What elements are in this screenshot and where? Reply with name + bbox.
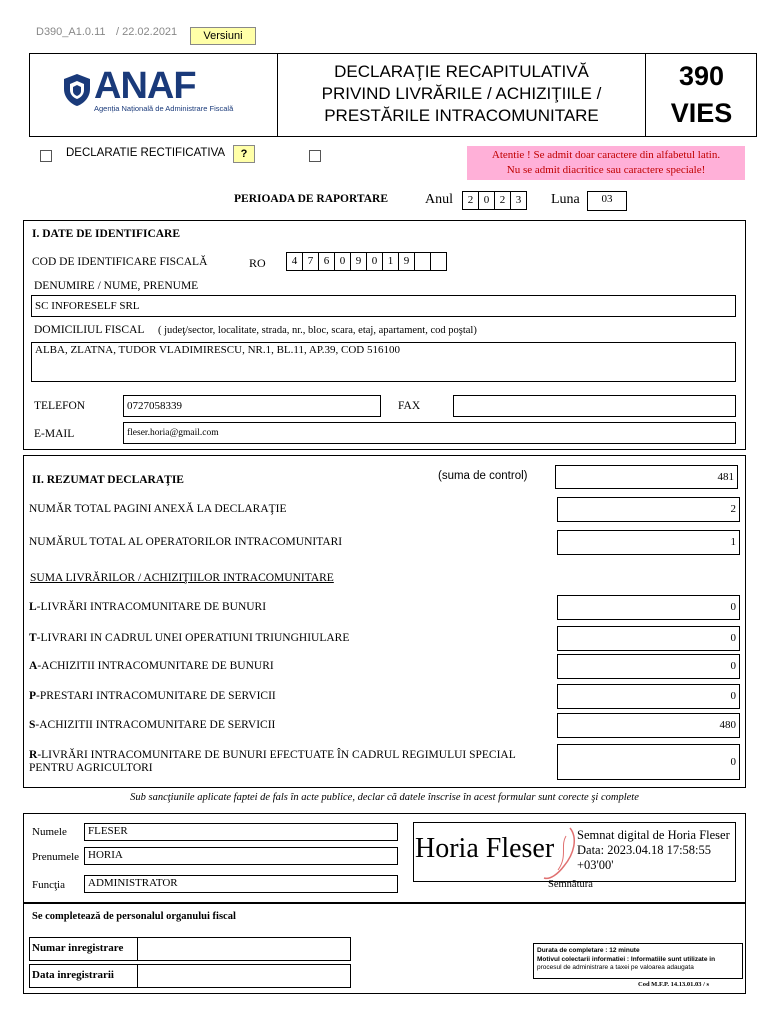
form-name: VIES <box>670 98 733 128</box>
warning-line1: Atentie ! Se admit doar caractere din alfabetul latin. <box>491 149 721 161</box>
fiscal-title: Se completează de personalul organului fiscal <box>32 911 236 922</box>
cif-digit[interactable] <box>414 252 431 271</box>
year-digit[interactable]: 2 <box>462 191 479 210</box>
row-p-text: -PRESTARI INTRACOMUNITARE DE SERVICII <box>36 690 276 702</box>
cif-digit[interactable]: 6 <box>318 252 335 271</box>
signed-line3: +03'00' <box>577 858 614 872</box>
cif-label: COD DE IDENTIFICARE FISCALĂ <box>32 256 208 268</box>
year-label: Anul <box>425 192 453 207</box>
cif-digit[interactable]: 1 <box>382 252 399 271</box>
email-input[interactable]: fleser.horia@gmail.com <box>123 422 736 444</box>
info-box <box>533 943 743 979</box>
help-button[interactable]: ? <box>233 145 255 163</box>
anaf-shield-icon <box>62 72 92 108</box>
warning-line2: Nu se admit diacritice sau caractere speciale! <box>506 164 706 176</box>
info-line3: procesul de administrare a taxei pe valoarea adaugata <box>537 964 694 971</box>
info-line1: Durata de completare : 12 minute <box>537 947 640 954</box>
month-label: Luna <box>551 192 580 207</box>
year-digit[interactable]: 0 <box>478 191 495 210</box>
fax-input[interactable] <box>453 395 736 417</box>
row-s-input[interactable]: 480 <box>557 713 740 738</box>
operators-label: NUMĂRUL TOTAL AL OPERATORILOR INTRACOMUNITARI <box>29 536 343 548</box>
address-input[interactable]: ALBA, ZLATNA, TUDOR VLADIMIRESCU, NR.1, BL.11, AP.39, COD 516100 <box>31 342 736 382</box>
cif-digit[interactable]: 4 <box>286 252 303 271</box>
function-input[interactable]: ADMINISTRATOR <box>84 875 398 893</box>
form-date: / 22.02.2021 <box>116 26 178 38</box>
form-reference: Cod M.F.P. 14.13.01.03 / s <box>638 981 710 988</box>
control-sum-label: (suma de control) <box>438 470 528 482</box>
phone-input[interactable]: 0727058339 <box>123 395 381 417</box>
rectificativa-label: DECLARATIE RECTIFICATIVA <box>66 147 226 159</box>
row-t-label <box>29 632 349 644</box>
address-hint: ( judeţ/sector, localitate, strada, nr., bloc, scara, etaj, apartament, cod poştal) <box>158 325 477 336</box>
signature-name: Horia Fleser <box>415 833 555 864</box>
pages-label: NUMĂR TOTAL PAGINI ANEXĂ LA DECLARAŢIE <box>29 503 287 515</box>
info-line2: Motivul colectarii informatiei : Informatiile sunt utilizate in <box>537 955 716 963</box>
digital-signature-info <box>577 828 730 873</box>
latin-characters-warning <box>467 146 745 180</box>
cif-digit[interactable]: 0 <box>366 252 383 271</box>
anaf-logo-subtitle: Agenția Națională de Administrare Fiscală <box>94 104 234 113</box>
operators-input[interactable]: 1 <box>557 530 740 555</box>
summary-title: II. REZUMAT DECLARAŢIE <box>32 474 184 486</box>
row-l-input[interactable]: 0 <box>557 595 740 620</box>
row-r-text-line1: -LIVRĂRI INTRACOMUNITARE DE BUNURI EFECTUATE ÎN CADRUL REGIMULUI SPECIAL <box>37 749 516 761</box>
form-title-line2: PRIVIND LIVRĂRILE / ACHIZIŢIILE / <box>321 84 602 103</box>
row-a-label <box>29 660 274 672</box>
month-input[interactable]: 03 <box>587 191 627 211</box>
row-l-label <box>29 601 266 613</box>
form-code: D390_A1.0.11 <box>36 26 106 38</box>
form-title-line1: DECLARAŢIE RECAPITULATIVĂ <box>334 62 589 81</box>
control-sum-input[interactable]: 481 <box>555 465 738 489</box>
identification-title: I. DATE DE IDENTIFICARE <box>32 228 181 240</box>
reg-number-label: Numar inregistrare <box>32 942 124 954</box>
row-r-label <box>29 749 516 775</box>
signed-line2: Data: 2023.04.18 17:58:55 <box>577 843 712 857</box>
declaration-text: Sub sancţiunile aplicate faptei de fals în acte publice, declar că datele înscrise în acest formular sunt corecte şi complete <box>130 792 639 803</box>
address-label: DOMICILIUL FISCAL <box>34 324 145 336</box>
versions-button[interactable]: Versiuni <box>190 27 256 45</box>
rectificativa-checkbox[interactable] <box>40 150 52 162</box>
firstname-input[interactable]: HORIA <box>84 847 398 865</box>
row-a-code: A <box>29 660 38 672</box>
row-t-input[interactable]: 0 <box>557 626 740 651</box>
reg-date-divider <box>137 964 138 988</box>
year-digit[interactable]: 3 <box>510 191 527 210</box>
row-t-code: T <box>29 632 37 644</box>
email-label: E-MAIL <box>34 428 75 440</box>
row-p-label <box>29 690 276 702</box>
year-digit[interactable]: 2 <box>494 191 511 210</box>
row-s-text: -ACHIZITII INTRACOMUNITARE DE SERVICII <box>35 719 276 731</box>
secondary-checkbox[interactable] <box>309 150 321 162</box>
row-l-text: -LIVRĂRI INTRACOMUNITARE DE BUNURI <box>36 601 267 613</box>
row-r-text-line2: PENTRU AGRICULTORI <box>29 762 153 774</box>
cif-digit[interactable]: 9 <box>398 252 415 271</box>
function-label: Funcţia <box>32 879 65 891</box>
form-title-line3: PRESTĂRILE INTRACOMUNITARE <box>324 106 599 125</box>
cif-digit[interactable]: 0 <box>334 252 351 271</box>
pages-input[interactable]: 2 <box>557 497 740 522</box>
row-s-code: S <box>29 719 36 731</box>
fax-label: FAX <box>398 400 421 412</box>
name-input[interactable]: SC INFORESELF SRL <box>31 295 736 317</box>
name-label: DENUMIRE / NUME, PRENUME <box>34 280 199 292</box>
row-t-text: -LIVRARI IN CADRUL UNEI OPERATIUNI TRIUNGHIULARE <box>36 632 350 644</box>
cif-cells[interactable] <box>287 252 447 271</box>
row-a-input[interactable]: 0 <box>557 654 740 679</box>
anaf-logo-text: ANAF <box>94 65 196 107</box>
firstname-label: Prenumele <box>32 851 80 863</box>
year-cells[interactable] <box>463 191 527 210</box>
cif-digit[interactable]: 7 <box>302 252 319 271</box>
row-p-input[interactable]: 0 <box>557 684 740 709</box>
signed-line1: Semnat digital de Horia Fleser <box>577 828 730 842</box>
period-label: PERIOADA DE RAPORTARE <box>234 193 389 205</box>
cif-prefix: RO <box>249 256 266 270</box>
phone-label: TELEFON <box>34 400 86 412</box>
row-r-input[interactable]: 0 <box>557 744 740 780</box>
sum-heading: SUMA LIVRĂRILOR / ACHIZIŢIILOR INTRACOMUNITARE <box>30 572 334 584</box>
signature-label: Semnătura <box>548 879 593 890</box>
row-s-label <box>29 719 275 731</box>
reg-number-divider <box>137 937 138 961</box>
form-title <box>278 61 645 127</box>
surname-label: Numele <box>32 826 67 838</box>
row-r-code: R <box>29 749 38 761</box>
cif-digit[interactable]: 9 <box>350 252 367 271</box>
surname-input[interactable]: FLESER <box>84 823 398 841</box>
row-a-text: -ACHIZITII INTRACOMUNITARE DE BUNURI <box>37 660 274 672</box>
anaf-logo <box>62 72 92 113</box>
reg-date-label: Data inregistrarii <box>32 969 114 981</box>
form-number: 390 <box>678 61 725 91</box>
row-p-code: P <box>29 690 37 702</box>
row-l-code: L <box>29 601 37 613</box>
cif-digit[interactable] <box>430 252 447 271</box>
